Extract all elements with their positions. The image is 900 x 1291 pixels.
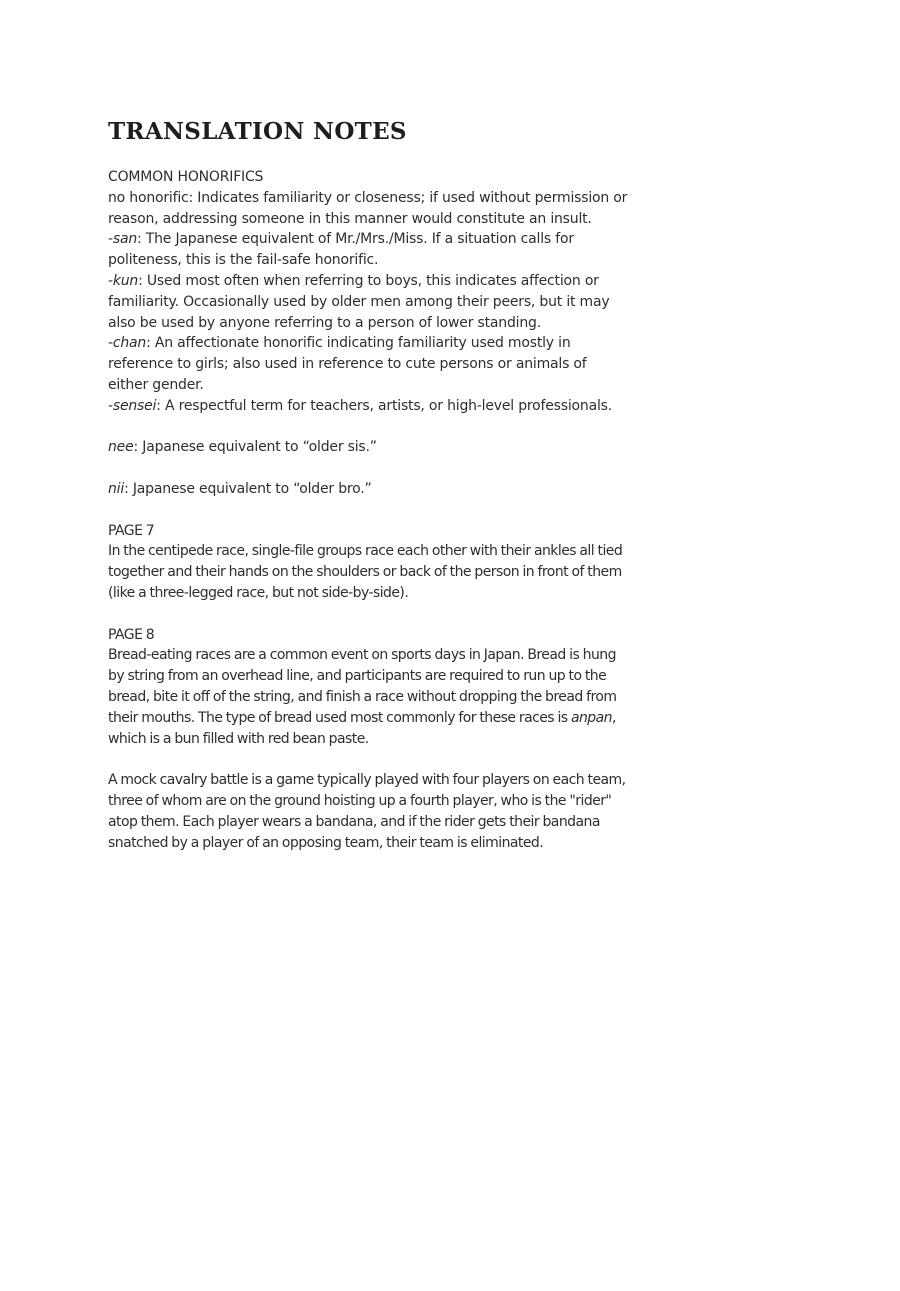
term-word: nee [108,439,134,456]
term-entry-nee [108,437,628,458]
honorific-text: : An affectionate honorific indicating familiarity used mostly in reference to girls; also used in reference to cute persons or animals of either gender. [108,335,587,393]
note-text: Bread-eating races are a common event on sports days in Japan. Bread is hung by string from an overhead line, and participants are required to run up to the bread, bite it off of the string, and finish a race without dropping the bread from their mouths. The type of bread used most commonly for these races is [108,647,617,726]
page-7-heading: PAGE 7 [108,522,155,539]
term-text: : Japanese equivalent to “older sis.” [133,439,377,456]
term-text: : Japanese equivalent to “older bro.” [124,480,372,497]
honorific-entry-none [108,188,628,230]
honorifics-section [108,167,628,417]
page-8-note-cavalry: A mock cavalry battle is a game typically played with four players on each team, three of whom are on the ground hoisting up a fourth player, who is the "rider" atop them. Each player wears a bandana, and if the rider gets their bandana snatched by a player of an opposing team, their team is eliminated. [108,772,626,851]
honorific-term: -sensei [108,397,157,414]
page-7-note: In the centipede race, single-file groups race each other with their ankles all tied together and their hands on the shoulders or back of the person in front of them (like a three-legged race, but not side-by-side). [108,543,623,601]
honorific-term: -chan [108,335,147,352]
honorific-text: : A respectful term for teachers, artists, or high-level professionals. [156,397,612,414]
honorific-text: : The Japanese equivalent of Mr./Mrs./Miss. If a situation calls for politeness, this is the fail-safe honorific. [108,231,574,269]
page-8-section [108,625,628,854]
honorific-text: : Used most often when referring to boys, this indicates affection or familiarity. Occasionally used by older men among their peers, but it may also be used by anyone referring to a person of lower standing. [108,272,610,331]
page-7-section [108,521,628,604]
term-word: nii [108,480,125,497]
honorific-entry-san [108,229,628,271]
page-title: TRANSLATION NOTES [108,118,407,145]
note-term: anpan [570,709,612,726]
honorifics-heading: COMMON HONORIFICS [108,169,264,185]
honorific-term: -san [108,231,137,248]
honorific-entry-sensei [108,396,628,417]
honorific-entry-chan [108,333,628,395]
term-entry-nii [108,479,628,500]
page-8-heading: PAGE 8 [108,626,155,643]
note-text: , which is a bun filled with red bean paste. [108,709,616,747]
translation-notes-page [108,117,628,853]
honorific-text: no honorific: Indicates familiarity or closeness; if used without permission or reason, addressing someone in this manner would constitute an insult. [108,189,628,227]
honorific-term: -kun [108,272,139,289]
honorific-entry-kun [108,271,628,333]
page-8-note-bread [108,645,628,749]
